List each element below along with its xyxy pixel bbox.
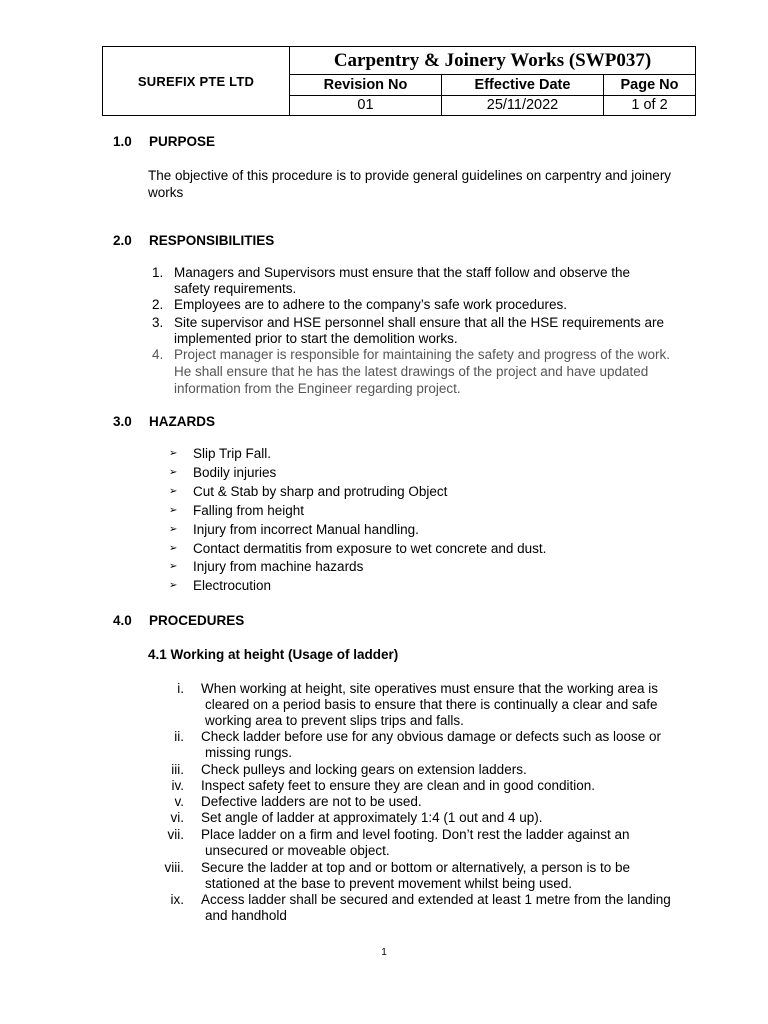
- arrow-bullet-icon: ➢: [169, 543, 178, 554]
- section-heading-purpose: 1.0 PURPOSE: [113, 134, 216, 149]
- arrow-bullet-icon: ➢: [169, 467, 178, 478]
- company-name: SUREFIX PTE LTD: [103, 47, 290, 115]
- effective-date-label: Effective Date: [442, 75, 604, 94]
- section-heading-responsibilities: 2.0 RESPONSIBILITIES: [113, 233, 275, 248]
- purpose-text: The objective of this procedure is to provide general guidelines on carpentry and joinery works: [148, 168, 672, 200]
- section-heading-procedures: 4.0 PROCEDURES: [113, 613, 245, 628]
- arrow-bullet-icon: ➢: [169, 580, 178, 591]
- arrow-bullet-icon: ➢: [169, 486, 178, 497]
- arrow-bullet-icon: ➢: [169, 561, 178, 572]
- arrow-bullet-icon: ➢: [169, 505, 178, 516]
- document-page: SUREFIX PTE LTD Carpentry & Joinery Works (SWP037) Revision No Effective Date Page No 01 25/11/2022 1 of 2 1.0 PURPOSE The objective of this procedure is to provide general guidelines on carpentry and joinery works 2.0 RESPONSIBILITIES 1. Managers and Supervisors must ensure that the staff follow and observe the safety requirements. 2. Employees are to adhere to the company’s safe work procedures. 3. Site supervisor and HSE personnel shall ensure that all the HSE requirements are implemented prior to start the demolition works. 4. Project manager is responsible for maintaining the safety and progress of the work. He shall ensure that he has the latest drawings of the project and have updated information from the Engineer regarding project. 3.0 HAZARDS ➢ Slip Trip Fall. ➢ Bodily injuries ➢ Cut & Stab by sharp and protruding Object ➢ Falling from height ➢ Injury from incorrect Manual handling. ➢ Contact dermatitis from exposure to wet concrete and dust. ➢ Injury from machine hazards ➢ Electrocution 4.0 PROCEDURES 4.1 Working at height (Usage of ladder) i. When working at height, site operatives must ensure that the working area is cleared on a period basis to ensure that there is continually a clear and safe working area to prevent slips trips and falls. ii. Check ladder before use for any obvious damage or defects such as loose or missing rungs. iii. Check pulleys and locking gears on extension ladders. iv. Inspect safety feet to ensure they are clean and in good condition. v. Defective ladders are not to be used. vi. Set angle of ladder at approximately 1:4 (1 out and 4 up). vii. Place ladder on a firm and level footing. Don’t rest the ladder against an unsecured or moveable object. viii. Secure the ladder at top and or bottom or alternatively, a person is to be stationed at the base to prevent movement whilst being used. ix. Access ladder shall be secured and extended at least 1 metre from the landing and handhold 1: [0, 0, 768, 1024]
- section-heading-hazards: 3.0 HAZARDS: [113, 414, 215, 429]
- arrow-bullet-icon: ➢: [169, 448, 178, 459]
- revision-label: Revision No: [290, 75, 442, 94]
- revision-value: 01: [290, 96, 442, 115]
- page-number: 1: [381, 947, 387, 958]
- effective-date-value: 25/11/2022: [442, 96, 604, 115]
- document-header-table: [102, 46, 696, 116]
- arrow-bullet-icon: ➢: [169, 524, 178, 535]
- subsection-heading: 4.1 Working at height (Usage of ladder): [148, 647, 399, 662]
- document-title: Carpentry & Joinery Works (SWP037): [290, 47, 695, 75]
- page-no-label: Page No: [620, 76, 679, 93]
- page-no-value: 1 of 2: [631, 97, 668, 114]
